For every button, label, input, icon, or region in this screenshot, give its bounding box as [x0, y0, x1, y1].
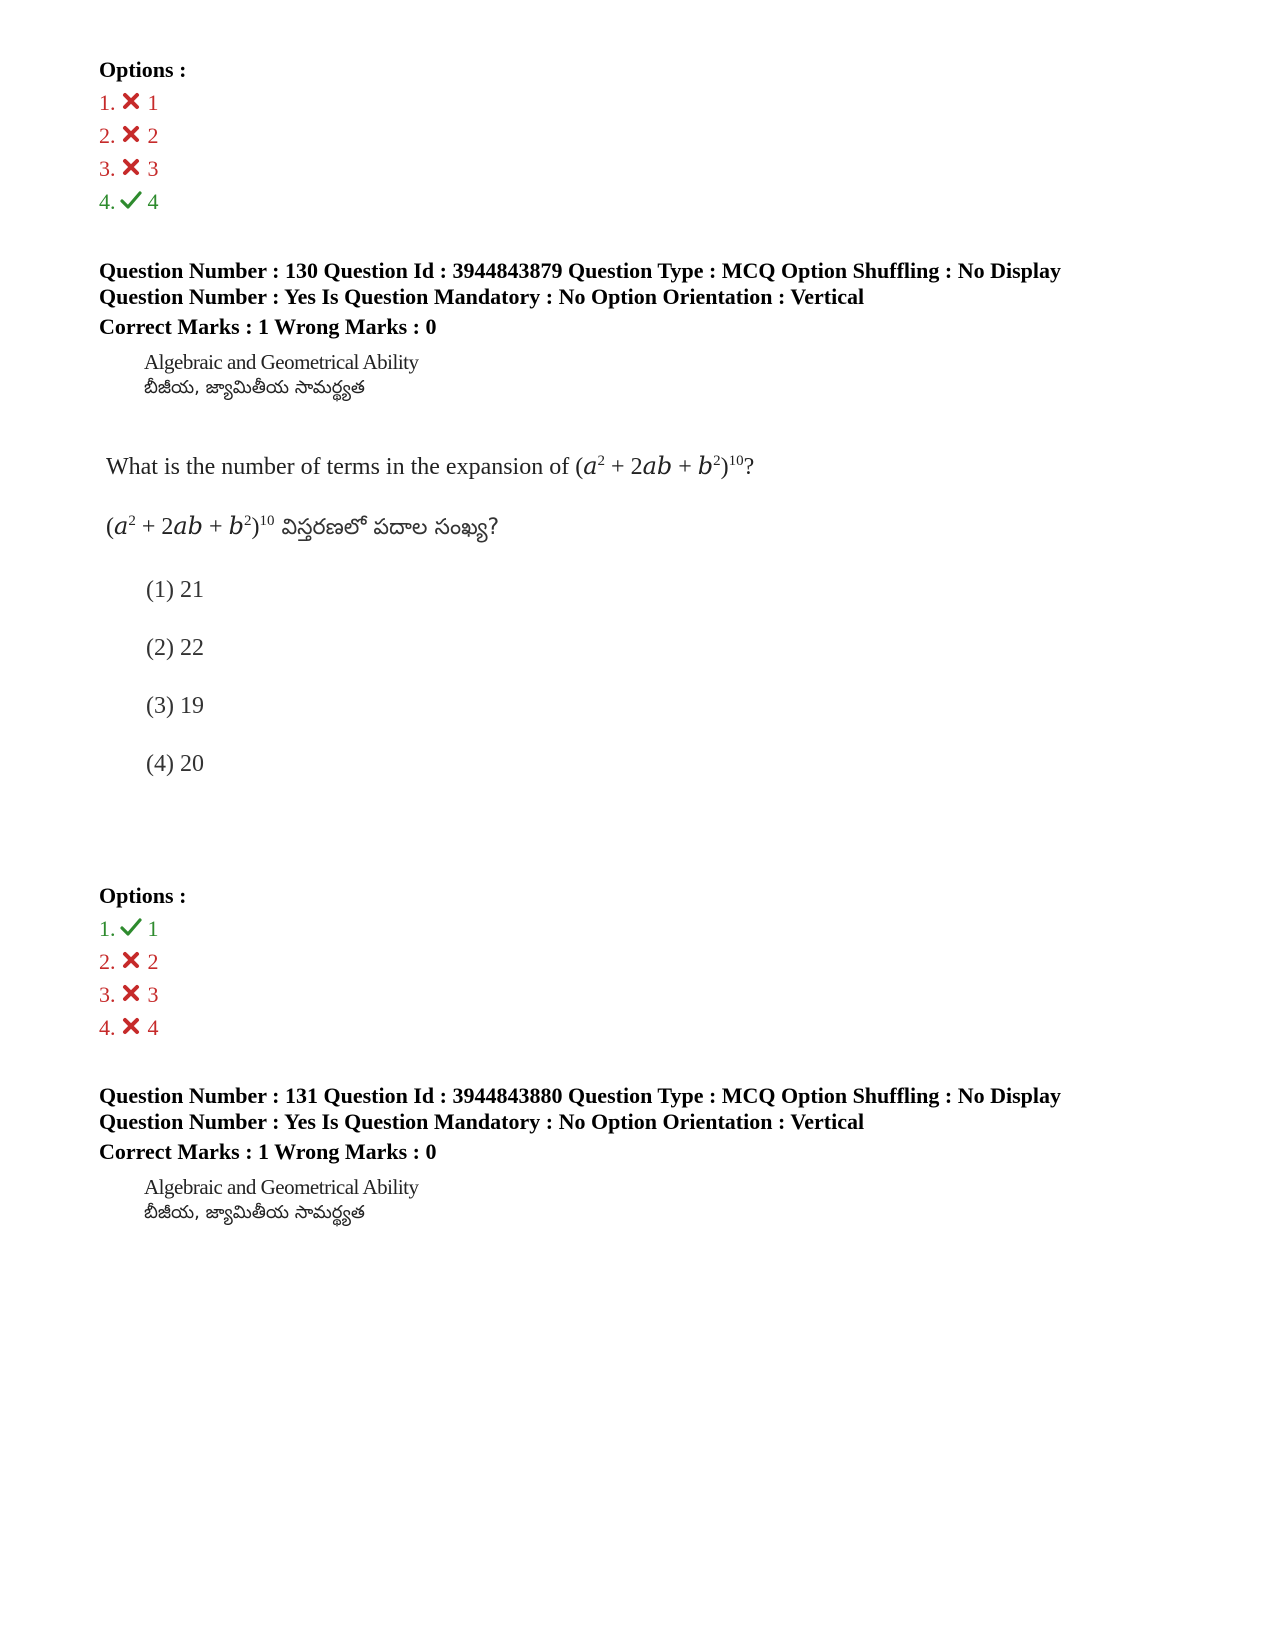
check-icon — [120, 916, 142, 938]
check-icon — [120, 189, 142, 211]
option-number: 3. — [99, 982, 116, 1007]
option-number: 1. — [99, 90, 116, 115]
q130-question-en — [106, 452, 754, 481]
q130-subject-te: బీజీయ, జ్యామితీయ సామర్థ్యత — [144, 377, 365, 398]
option-value: 2 — [147, 123, 159, 148]
q130-meta — [99, 258, 1061, 310]
option-value: 4 — [147, 189, 159, 214]
option-value: 1 — [147, 90, 159, 115]
option-value: 1 — [147, 916, 159, 941]
expression: $(a^2 + 2ab + b^2)^{10}$? — [575, 452, 755, 480]
expression: $(a^2 + 2ab + b^2)^{10}$ — [106, 512, 275, 540]
option-value: 4 — [147, 1015, 159, 1040]
q130-question-en-text: What is the number of terms in the expansion of — [106, 454, 576, 480]
option-value: 3 — [147, 982, 159, 1007]
q130-choice-2: (2) 22 — [146, 635, 204, 661]
q131-marks: Correct Marks : 1 Wrong Marks : 0 — [99, 1139, 437, 1164]
option-row — [99, 916, 159, 942]
option-row — [99, 156, 159, 182]
q131-subject-en: Algebraic and Geometrical Ability — [144, 1175, 419, 1199]
q130-choice-4: (4) 20 — [146, 751, 204, 777]
cross-icon — [120, 1015, 142, 1037]
q130-question-te-text: విస్తరణలో పదాల సంఖ్య? — [274, 515, 500, 540]
q131-subject — [144, 1175, 419, 1227]
q130-question-te — [106, 512, 499, 545]
q130-subject-en: Algebraic and Geometrical Ability — [144, 350, 419, 374]
option-row — [99, 949, 159, 975]
option-row — [99, 1015, 159, 1041]
cross-icon — [120, 90, 142, 112]
option-row — [99, 123, 159, 149]
q130-choice-1: (1) 21 — [146, 577, 204, 603]
option-row — [99, 90, 159, 116]
q130-meta-line2: Question Number : Yes Is Question Mandatory : No Option Orientation : Vertical — [99, 284, 865, 309]
option-value: 3 — [147, 156, 159, 181]
q130-subject — [144, 350, 419, 402]
cross-icon — [120, 949, 142, 971]
q130-choice-3: (3) 19 — [146, 693, 204, 719]
cross-icon — [120, 156, 142, 178]
option-number: 3. — [99, 156, 116, 181]
options-heading: Options : — [99, 57, 187, 82]
option-number: 4. — [99, 189, 116, 214]
q131-meta-line1: Question Number : 131 Question Id : 3944843880 Question Type : MCQ Option Shuffling : No Display — [99, 1083, 1062, 1108]
option-value: 2 — [147, 949, 159, 974]
option-row — [99, 189, 159, 215]
q130-marks: Correct Marks : 1 Wrong Marks : 0 — [99, 314, 437, 339]
q130-options-heading: Options : — [99, 883, 187, 908]
option-number: 4. — [99, 1015, 116, 1040]
option-number: 2. — [99, 949, 116, 974]
q131-meta — [99, 1083, 1061, 1135]
q130-meta-line1: Question Number : 130 Question Id : 3944843879 Question Type : MCQ Option Shuffling : No Display — [99, 258, 1062, 283]
q131-subject-te: బీజీయ, జ్యామితీయ సామర్థ్యత — [144, 1202, 365, 1223]
option-number: 1. — [99, 916, 116, 941]
option-row — [99, 982, 159, 1008]
option-number: 2. — [99, 123, 116, 148]
cross-icon — [120, 982, 142, 1004]
cross-icon — [120, 123, 142, 145]
q131-meta-line2: Question Number : Yes Is Question Mandatory : No Option Orientation : Vertical — [99, 1109, 865, 1134]
